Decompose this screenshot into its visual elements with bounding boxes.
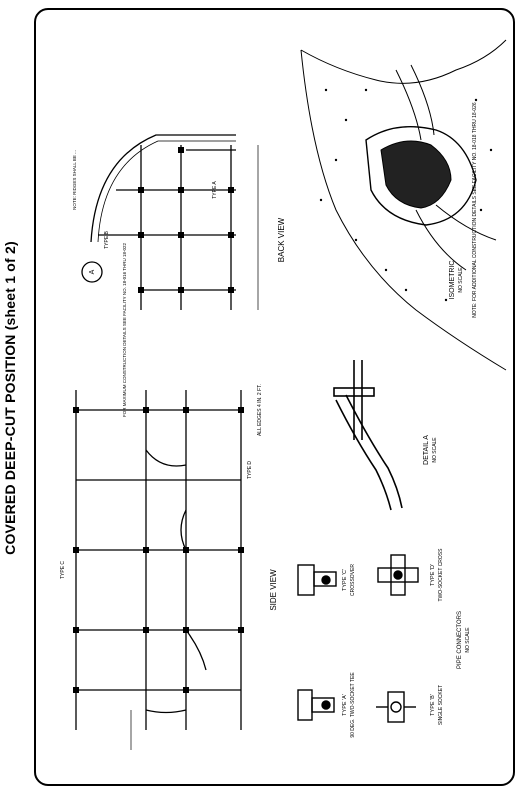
back-view-label: BACK VIEW [277, 217, 286, 263]
detail-a-pipe [336, 400, 391, 510]
side-view-curve [146, 450, 186, 466]
pipe-connectors [298, 555, 418, 722]
side-view-curve [186, 630, 206, 670]
covered-cut-inner [381, 141, 451, 208]
connector-type-d [378, 555, 418, 595]
connectors-heading: PIPE CONNECTORS [457, 611, 463, 669]
connector-type-a [298, 690, 334, 720]
connector-d-type: TYPE 'D' [430, 564, 436, 586]
connector-c-desc: CROSSOVER [350, 564, 356, 596]
back-view [82, 135, 258, 310]
back-view-type-a-callout: TYPE A [212, 181, 218, 199]
isometric-scale: NO SCALE [458, 267, 464, 293]
connector-type-b [376, 692, 416, 722]
side-view-curve [181, 510, 186, 550]
connector-b-desc: SINGLE SOCKET [438, 684, 444, 726]
side-view [73, 390, 244, 750]
side-view-edge-note: ALL EDGES 4 IN. 2 FT. [257, 383, 263, 437]
detail-ref-marker: A [88, 269, 96, 275]
drawing-frame [34, 8, 515, 786]
back-view-ridge-note: NOTE: RIDGES SHALL BE ... [72, 150, 77, 210]
connector-c-type: TYPE 'C' [342, 569, 348, 591]
back-view-type-b-callout: TYPE B [104, 231, 110, 249]
page-title [0, 0, 20, 796]
connector-a-type: TYPE 'A' [342, 694, 348, 716]
side-view-curve [146, 710, 186, 713]
side-view-label: SIDE VIEW [269, 569, 278, 611]
connector-b-type: TYPE 'B' [430, 694, 436, 716]
trench-walls [416, 205, 496, 270]
detail-a [334, 360, 402, 510]
connector-d-desc: TWO-SOCKET CROSS [438, 548, 444, 602]
isometric-label: ISOMETRIC [449, 260, 456, 300]
connectors-scale: NO SCALE [465, 627, 471, 653]
side-view-type-c-callout: TYPE C [60, 560, 66, 580]
detail-a-label: DETAIL A [423, 435, 430, 465]
drawing-sheet [36, 10, 513, 784]
terrain-ridge [301, 40, 506, 83]
side-view-type-d-callout: TYPE D [247, 460, 253, 480]
detail-a-scale: NO SCALE [432, 437, 438, 463]
back-view-arch-note: FOR MAXIMUM CONSTRUCTION DETAILS SEE FACILITY NO. 18-016 THRU 18-022 [122, 242, 127, 418]
page-title-text: COVERED DEEP-CUT POSITION (sheet 1 of 2) [2, 241, 18, 555]
connector-type-c [298, 565, 336, 595]
isometric-note: NOTE: FOR ADDITIONAL CONSTRUCTION DETAILS SEE FACILITY NO. 18-018 THRU 18-026 [472, 102, 478, 318]
connector-a-desc: 90 DEG. TWO-SOCKET TEE [350, 672, 356, 738]
